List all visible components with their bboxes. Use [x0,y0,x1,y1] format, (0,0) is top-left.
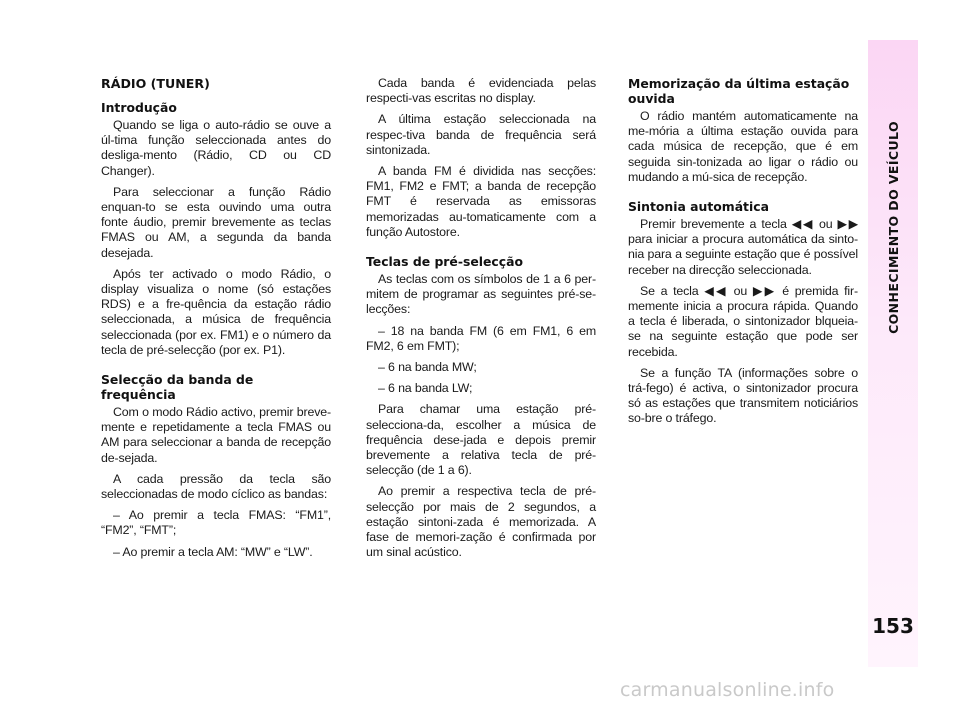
heading-seleccao-banda: Selecção da banda de frequência [101,372,254,403]
paragraph: – 6 na banda MW; [378,360,477,375]
paragraph: Se a tecla ◀◀ ou ▶▶ é premida fir-memente inicia a procura rápida. Quando a tecla é liberada, o sintonizador blqueia-se na seguinte estação que pode ser recebida. [628,283,858,359]
paragraph: – 18 na banda FM (6 em FM1, 6 em FM2, 6 em FMT); [366,323,596,353]
paragraph: Se a função TA (informações sobre o trá-fego) é activa, o sintonizador procura só as estações que transmitem noticiários so-bre o tráfego. [628,365,858,426]
column-1 [101,76,331,566]
paragraph: Com o modo Rádio activo, premir breve-mente e repetidamente a tecla FMAS ou AM para seleccionar a banda de recepção de-sejada. [101,405,331,465]
paragraph: Para chamar uma estação pré-selecciona-da, escolher a música de frequência dese-jada e depois premir brevemente a relativa tecla de pré-selecção (de 1 a 6). [366,402,596,478]
heading-introducao: Introdução [101,100,177,115]
paragraph: A cada pressão da tecla são seleccionadas de modo cíclico as bandas: [101,471,331,502]
paragraph: A banda FM é dividida nas secções: FM1, FM2 e FMT; a banda de recepção FMT é reservada as emissoras memorizadas au-tomaticamente com a função Autostore. [366,164,596,239]
column-3 [628,76,858,433]
heading-teclas-preseleccao: Teclas de pré-selecção [366,254,523,270]
section-title-text: CONHECIMENTO DO VEÍCULO [885,120,901,334]
paragraph: Para seleccionar a função Rádio enquan-to se esta ouvindo uma outra fonte áudio, premir brevemente as teclas FMAS ou AM, a segunda da banda desejada. [101,184,331,260]
paragraph: Ao premir a respectiva tecla de pré-selecção por mais de 2 segundos, a estação sintoni-zada é memorizada. A fase de memori-zação é confirmada por um sinal acústico. [366,484,596,560]
paragraph: Após ter activado o modo Rádio, o display visualiza o nome (só estações RDS) e a fre-quência da estação rádio seleccionada, a música de frequência seleccionada (por ex. FM1) e o número da tecla de pré-selecção (por ex. P1). [101,266,331,357]
section-title [868,40,918,334]
paragraph: A última estação seleccionada na respec-tiva banda de frequência será sintonizada. [366,112,596,157]
heading-memorizacao: Memorização da última estação ouvida [628,76,850,106]
paragraph: – 6 na banda LW; [378,381,473,396]
paragraph: Premir brevemente a tecla ◀◀ ou ▶▶ para iniciar a procura automática da sinto-nia para a seguinte estação que é possível receber na direcção seleccionada. [628,217,858,277]
page-title: RÁDIO (TUNER) [101,76,210,91]
paragraph: – Ao premir a tecla FMAS: “FM1”, “FM2”, “FMT”; [101,508,331,538]
watermark: carmanualsonline.info [620,679,835,701]
paragraph: O rádio mantém automaticamente na me-mória a última estação ouvida para cada música de recepção, que é em seguida sin-tonizada ao ligar o rádio ou mudando a mú-sica de recepção. [628,109,858,184]
paragraph: Quando se liga o auto-rádio se ouve a úl-tima função seleccionada antes do desliga-mento (Rádio, CD ou CD Changer). [101,118,331,178]
page-number: 153 [872,614,914,638]
paragraph: As teclas com os símbolos de 1 a 6 per-mitem de programar as seguintes pré-se-lecções: [366,272,596,317]
paragraph: – Ao premir a tecla AM: “MW” e “LW”. [113,544,313,559]
heading-sintonia-automatica: Sintonia automática [628,199,769,215]
paragraph: Cada banda é evidenciada pelas respecti-vas escritas no display. [366,76,596,106]
column-2 [366,76,596,566]
